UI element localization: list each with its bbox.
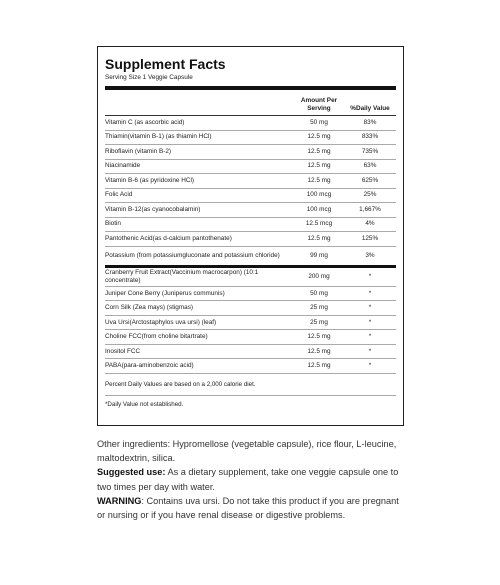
amount-per-serving: 12.5 mg [307, 147, 331, 155]
table-row [105, 359, 396, 374]
table-row [105, 145, 396, 160]
nutrient-name: Vitamin B-6 (as pyridoxine HCl) [105, 176, 195, 184]
table-row [105, 189, 396, 204]
suggested-use [97, 465, 407, 493]
supplement-facts-panel [97, 46, 404, 426]
table-row [105, 287, 396, 302]
nutrient-name: Potassium (from potassiumgluconate and potassium chloride) [105, 251, 280, 259]
other-ingredient-rows [105, 268, 396, 374]
table-row [105, 116, 396, 131]
amount-per-serving: 25 mg [310, 304, 328, 312]
nutrient-name: Thiamin(vitamin B-1) (as thiamin HCl) [105, 133, 212, 141]
table-header [105, 90, 396, 116]
warning-label: WARNING [97, 495, 142, 506]
amount-per-serving: 100 mcg [306, 205, 332, 213]
daily-value: * [368, 304, 372, 312]
amount-per-serving: 12.5 mg [307, 347, 331, 355]
nutrient-name: Vitamin C (as ascorbic acid) [105, 118, 185, 126]
daily-value: 625% [361, 176, 379, 184]
table-row [105, 330, 396, 345]
daily-value: 833% [361, 133, 379, 141]
amount-per-serving: 12.5 mg [307, 362, 331, 370]
table-row [105, 174, 396, 189]
nutrient-name: PABA(para-aminobenzoic acid) [105, 362, 194, 370]
amount-per-serving: 50 mg [310, 289, 328, 297]
serving-size: Serving Size 1 Veggie Capsule [105, 74, 193, 81]
daily-value: * [368, 362, 372, 370]
amount-per-serving: 12.5 mg [307, 176, 331, 184]
daily-value: * [368, 289, 372, 297]
nutrient-name: Uva Ursi(Arctostaphylos uva ursi) (leaf) [105, 318, 217, 326]
suggested-use-text: As a dietary supplement, take one veggie capsule one to two times per day with water. [97, 467, 399, 492]
daily-value: 63% [363, 162, 377, 170]
amount-per-serving: 12.5 mg [307, 133, 331, 141]
amount-per-serving: 25 mg [310, 318, 328, 326]
amount-per-serving: 50 mg [310, 118, 328, 126]
other-ingredients-text: Other ingredients: Hypromellose (vegetable capsule), rice flour, L-leucine, maltodextrin, silica. [97, 439, 397, 464]
nutrient-name: Biotin [105, 220, 121, 228]
daily-value: 3% [365, 251, 375, 259]
table-row [105, 345, 396, 360]
amount-per-serving: 12.5 mg [307, 234, 331, 242]
table-row [105, 268, 396, 287]
nutrient-name: Corn Silk (Zea mays) (stigmas) [105, 304, 194, 312]
table-row [105, 232, 396, 247]
nutrient-name: Folic Acid [105, 191, 133, 199]
suggested-use-label: Suggested use: [97, 467, 166, 478]
amount-per-serving: 200 mg [308, 272, 330, 280]
vitamin-rows [105, 116, 396, 268]
amount-per-serving: 100 mcg [306, 191, 332, 199]
daily-value: 1,667% [359, 205, 381, 213]
nutrient-name: Pantothenic Acid(as d-calcium pantothenate) [105, 234, 232, 242]
table-row [105, 247, 396, 268]
nutrient-name: Niacinamide [105, 162, 141, 170]
table-row [105, 218, 396, 233]
table-row [105, 203, 396, 218]
amount-per-serving: 12.5 mg [307, 162, 331, 170]
daily-value: * [368, 347, 372, 355]
amount-per-serving: 99 mg [310, 251, 328, 259]
daily-value: * [368, 318, 372, 326]
table-row [105, 316, 396, 331]
daily-value: 83% [363, 118, 377, 126]
table-row [105, 131, 396, 146]
product-details [97, 437, 407, 522]
footnote-calorie-diet: Percent Daily Values are based on a 2,000 calorie diet. [105, 380, 396, 396]
footnote-daily-value: *Daily Value not established. [105, 400, 184, 408]
facts-title: Supplement Facts [105, 56, 226, 72]
amount-per-serving: 12.5 mg [307, 333, 331, 341]
nutrient-name: Vitamin B-12(as cyanocobalamin) [105, 205, 201, 213]
table-row [105, 160, 396, 175]
daily-value: 125% [361, 234, 379, 242]
daily-value: * [368, 272, 372, 280]
daily-value-column-header: %Daily Value [350, 105, 390, 112]
daily-value: 4% [365, 220, 375, 228]
daily-value: 25% [363, 191, 377, 199]
nutrient-name: Cranberry Fruit Extract(Vaccinium macrocarpon) (10:1 concentrate) [105, 269, 259, 284]
table-row [105, 301, 396, 316]
amount-column-header: Amount Per Serving [300, 97, 338, 112]
nutrient-name: Riboflavin (vitamin B-2) [105, 147, 172, 155]
amount-per-serving: 12.5 mcg [305, 220, 333, 228]
warning [97, 494, 407, 522]
warning-text: : Contains uva ursi. Do not take this product if you are pregnant or nursing or if you have renal disease or digestive problems. [97, 495, 399, 521]
daily-value: 735% [361, 147, 379, 155]
nutrient-name: Inositol FCC [105, 347, 141, 355]
nutrient-name: Juniper Cone Berry (Juniperus communis) [105, 289, 225, 297]
daily-value: * [368, 333, 372, 341]
nutrient-name: Choline FCC(from choline bitartrate) [105, 333, 208, 341]
